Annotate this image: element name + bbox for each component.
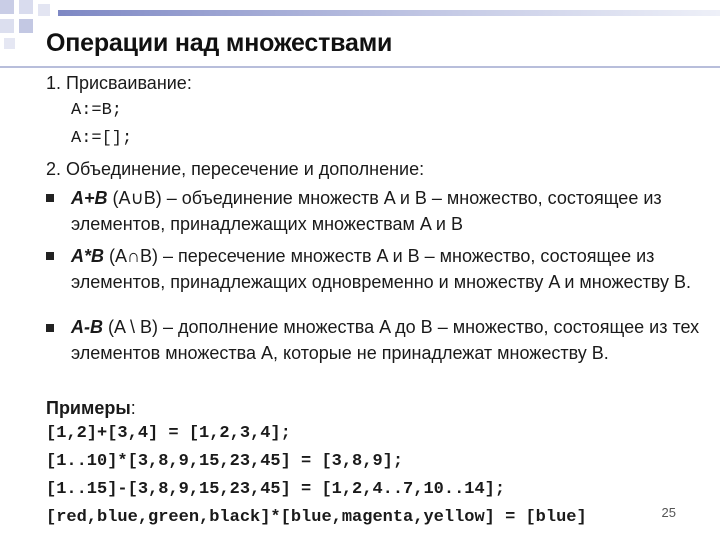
list-item-difference xyxy=(71,314,711,366)
list-item-union xyxy=(71,185,711,237)
operation-notation: (A \ B) xyxy=(103,317,159,337)
operation-term: A+B xyxy=(71,188,108,208)
examples-colon: : xyxy=(130,398,136,418)
operation-term: A*B xyxy=(71,246,105,266)
code-line: A:=B; xyxy=(71,101,123,120)
page-number: 25 xyxy=(661,505,676,520)
section-heading-operations: 2. Объединение, пересечение и дополнение: xyxy=(46,159,425,179)
deco-square xyxy=(38,4,50,16)
deco-square xyxy=(4,38,15,49)
deco-square xyxy=(0,19,14,33)
operation-notation: (A∪B) xyxy=(107,188,162,208)
examples-label: Примеры xyxy=(46,398,131,418)
bullet-icon xyxy=(46,194,54,202)
operation-notation: (A∩B) xyxy=(104,246,158,266)
bullet-icon xyxy=(46,324,54,332)
operation-description: – объединение множеств A и B – множество, состоящее из элементов, принадлежащих множествам A и B xyxy=(71,188,662,234)
example-line: [1..15]-[3,8,9,15,23,45] = [1,2,4..7,10..14]; xyxy=(46,480,506,499)
code-line: A:=[]; xyxy=(71,129,133,148)
page-title: Операции над множествами xyxy=(46,29,393,57)
operation-term: A-B xyxy=(71,317,103,337)
bullet-icon xyxy=(46,252,54,260)
examples-heading xyxy=(46,397,136,419)
title-band xyxy=(58,10,720,16)
section-heading-assignment: 1. Присваивание: xyxy=(46,73,192,93)
deco-square xyxy=(0,0,14,14)
operation-description: – пересечение множеств A и B – множество, состоящее из элементов, принадлежащих одновременно и множеству A и множеству B. xyxy=(71,246,691,292)
deco-square xyxy=(19,0,33,14)
operation-description: – дополнение множества A до B – множество, состоящее из тех элементов множества A, которые не принадлежат множеству B. xyxy=(71,317,700,363)
example-line: [red,blue,green,black]*[blue,magenta,yellow] = [blue] xyxy=(46,508,587,527)
deco-square xyxy=(19,19,33,33)
example-line: [1,2]+[3,4] = [1,2,3,4]; xyxy=(46,424,291,443)
example-line: [1..10]*[3,8,9,15,23,45] = [3,8,9]; xyxy=(46,452,404,471)
list-item-intersection xyxy=(71,243,711,295)
title-divider xyxy=(0,66,720,68)
